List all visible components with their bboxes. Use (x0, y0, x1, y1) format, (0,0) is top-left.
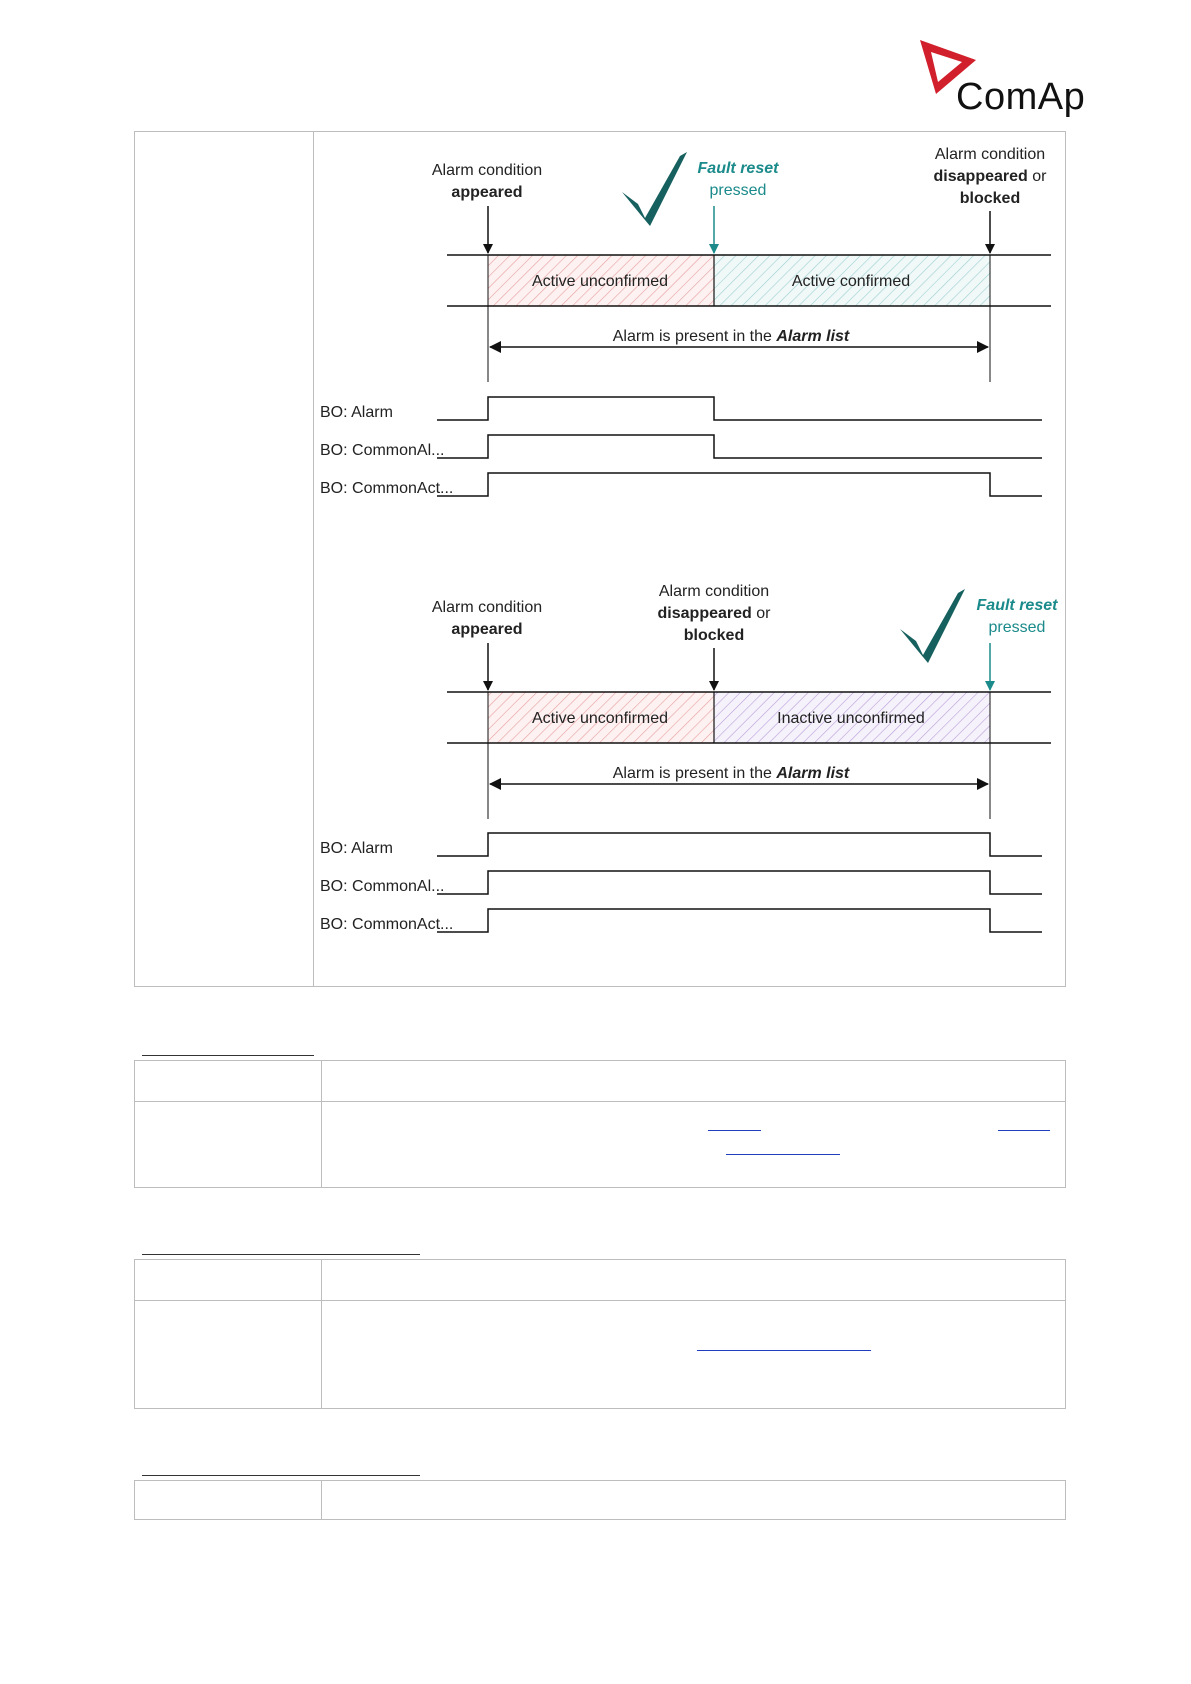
d2-reset-label-line2: pressed (988, 619, 1046, 636)
d2-reset-label-line1: Fault reset (976, 597, 1058, 614)
d1-duration-label: Alarm is present in the Alarm list (612, 328, 850, 345)
d1-signal-1-trace (437, 397, 1042, 420)
d2-signal-2-trace (437, 871, 1042, 894)
d1-signal-3-label: BO: CommonAct... (320, 480, 454, 497)
d2-start-label-line1: Alarm condition (431, 599, 543, 616)
d1-check-icon (622, 152, 687, 226)
d1-state1-label: Active unconfirmed (531, 273, 669, 290)
d2-mid-label-line1: Alarm condition (658, 583, 770, 600)
section-1-link-2[interactable] (998, 1130, 1050, 1131)
d2-state1-label: Active unconfirmed (531, 710, 669, 727)
d2-mid-label-line2: disappeared or (657, 605, 771, 622)
section-2-row-2 (135, 1300, 1065, 1409)
d1-end-label-line2: disappeared or (933, 168, 1047, 185)
section-2-table (134, 1259, 1066, 1409)
d2-state2-label: Inactive unconfirmed (777, 710, 925, 727)
d1-end-label-line1: Alarm condition (934, 146, 1046, 163)
section-2-link-1[interactable] (697, 1350, 871, 1351)
diagram-2 (320, 583, 1058, 933)
section-3-heading-underline (142, 1475, 420, 1476)
section-1-heading-underline (142, 1055, 314, 1056)
d1-signal-3-trace (437, 473, 1042, 496)
d2-signal-3-label: BO: CommonAct... (320, 916, 454, 933)
d1-start-label-line2: appeared (451, 184, 523, 201)
d1-reset-label-line1: Fault reset (697, 160, 779, 177)
diagram-1 (320, 146, 1051, 497)
d2-start-label-line2: appeared (451, 621, 523, 638)
section-1-row-2 (135, 1101, 1065, 1188)
d2-mid-label-line3: blocked (683, 627, 745, 644)
d2-signal-1-trace (437, 833, 1042, 856)
d1-end-label-line3: blocked (959, 190, 1021, 207)
alarm-timing-diagrams (135, 132, 1067, 988)
d2-check-icon (900, 589, 965, 663)
section-1-table (134, 1060, 1066, 1188)
section-1-row-1 (135, 1061, 1065, 1101)
section-1-link-1[interactable] (708, 1130, 761, 1131)
section-3-row-1 (135, 1481, 1065, 1520)
section-2-heading-underline (142, 1254, 420, 1255)
d1-signal-2-trace (437, 435, 1042, 458)
d1-reset-label-line2: pressed (709, 182, 767, 199)
alarm-diagram-table (134, 131, 1066, 987)
d1-start-label-line1: Alarm condition (431, 162, 543, 179)
section-3-table (134, 1480, 1066, 1520)
d2-signal-1-label: BO: Alarm (320, 840, 393, 857)
d2-signal-2-label: BO: CommonAl... (320, 878, 445, 895)
section-1-link-3[interactable] (726, 1154, 840, 1155)
d2-signal-3-trace (437, 909, 1042, 932)
logo-text: ComAp (956, 76, 1086, 118)
d1-signal-1-label: BO: Alarm (320, 404, 393, 421)
section-2-row-1 (135, 1260, 1065, 1300)
d2-duration-label: Alarm is present in the Alarm list (612, 765, 850, 782)
d1-signal-2-label: BO: CommonAl... (320, 442, 445, 459)
d1-state2-label: Active confirmed (791, 273, 911, 290)
comap-logo (918, 38, 1088, 118)
